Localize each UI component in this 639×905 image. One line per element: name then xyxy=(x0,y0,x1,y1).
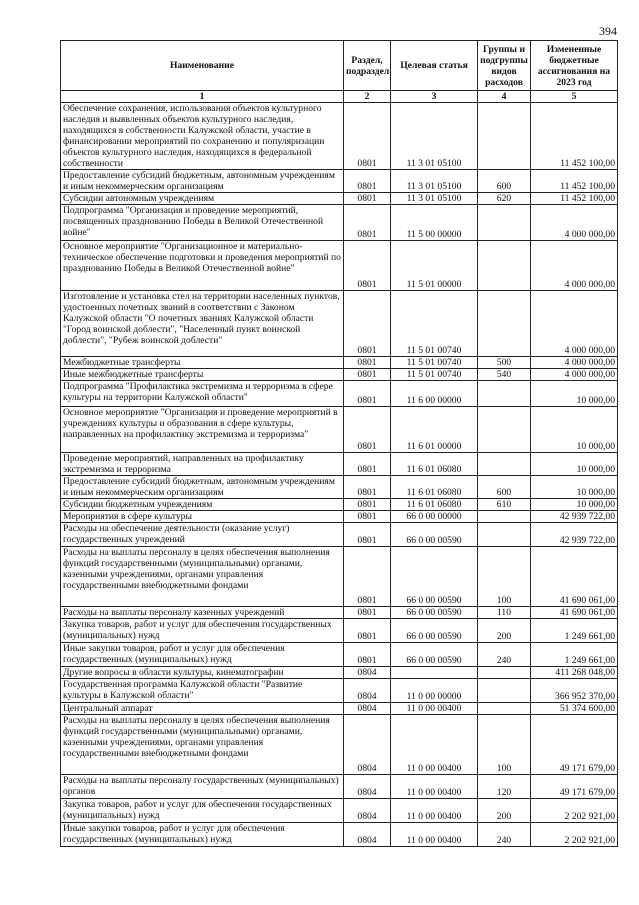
row-expense-group: 100 xyxy=(478,715,531,775)
row-expense-group xyxy=(478,667,531,679)
row-name: Закупка товаров, работ и услуг для обеспечения государственных (муниципальных) нужд xyxy=(61,799,344,823)
row-name: Расходы на выплаты персоналу в целях обеспечения выполнения функций государственными (муниципальными) органами, казенными учреждениями, органами управления государственными внебюджетными фондами xyxy=(61,715,344,775)
row-target-article: 11 6 01 00000 xyxy=(391,407,478,453)
row-amount: 366 952 370,00 xyxy=(531,679,618,703)
row-name: Субсидии автономным учреждениям xyxy=(61,193,344,205)
row-expense-group: 600 xyxy=(478,476,531,499)
row-name: Подпрограмма "Профилактика экстремизма и терроризма в сфере культуры на территории Калужской области" xyxy=(61,381,344,407)
row-name: Субсидии бюджетным учреждениям xyxy=(61,499,344,511)
row-name: Межбюджетные трансферты xyxy=(61,357,344,369)
row-name: Государственная программа Калужской области "Развитие культуры в Калужской области" xyxy=(61,679,344,703)
row-amount: 41 690 061,00 xyxy=(531,547,618,607)
column-number: 1 xyxy=(61,91,344,103)
row-expense-group: 620 xyxy=(478,193,531,205)
row-section: 0801 xyxy=(344,511,391,523)
row-target-article: 66 0 00 00590 xyxy=(391,643,478,667)
row-expense-group: 100 xyxy=(478,547,531,607)
table-row xyxy=(61,799,618,823)
row-expense-group xyxy=(478,407,531,453)
row-target-article: 11 6 01 06080 xyxy=(391,453,478,476)
table-row xyxy=(61,407,618,453)
row-amount: 4 000 000,00 xyxy=(531,291,618,357)
row-name: Иные закупки товаров, работ и услуг для обеспечения государственных (муниципальных) нужд xyxy=(61,643,344,667)
row-target-article: 66 0 00 00590 xyxy=(391,619,478,643)
header-section: Раздел, подраздел xyxy=(344,41,391,91)
row-amount: 2 202 921,00 xyxy=(531,799,618,823)
header-amount: Измененные бюджетные ассигнования на 2023 год xyxy=(531,41,618,91)
row-section: 0804 xyxy=(344,775,391,799)
row-section: 0804 xyxy=(344,667,391,679)
row-amount: 4 000 000,00 xyxy=(531,241,618,291)
column-number: 4 xyxy=(478,91,531,103)
row-section: 0801 xyxy=(344,103,391,170)
budget-table xyxy=(60,40,618,847)
row-section: 0804 xyxy=(344,823,391,847)
row-name: Предоставление субсидий бюджетным, автономным учреждениям и иным некоммерческим организациям xyxy=(61,476,344,499)
row-amount: 1 249 661,00 xyxy=(531,619,618,643)
row-name: Закупка товаров, работ и услуг для обеспечения государственных (муниципальных) нужд xyxy=(61,619,344,643)
row-expense-group xyxy=(478,205,531,241)
row-section: 0804 xyxy=(344,679,391,703)
row-name: Иные межбюджетные трансферты xyxy=(61,369,344,381)
row-expense-group xyxy=(478,523,531,547)
row-section: 0801 xyxy=(344,205,391,241)
table-row xyxy=(61,205,618,241)
table-row xyxy=(61,715,618,775)
row-target-article: 11 0 00 00400 xyxy=(391,799,478,823)
row-section: 0801 xyxy=(344,193,391,205)
row-section: 0801 xyxy=(344,407,391,453)
row-expense-group: 540 xyxy=(478,369,531,381)
column-number: 3 xyxy=(391,91,478,103)
row-target-article: 66 0 00 00000 xyxy=(391,511,478,523)
row-section: 0801 xyxy=(344,369,391,381)
row-expense-group: 600 xyxy=(478,170,531,193)
row-name: Основное мероприятие "Организация и проведение мероприятий в учреждениях культуры и образования в сфере культуры, направленных на профилактику экстремизма и терроризма" xyxy=(61,407,344,453)
row-expense-group xyxy=(478,291,531,357)
row-expense-group: 240 xyxy=(478,823,531,847)
table-row xyxy=(61,511,618,523)
row-target-article: 11 6 01 06080 xyxy=(391,476,478,499)
table-row xyxy=(61,369,618,381)
table-row xyxy=(61,643,618,667)
row-expense-group xyxy=(478,241,531,291)
row-amount: 10 000,00 xyxy=(531,453,618,476)
header-groups: Группы и подгруппы видов расходов xyxy=(478,41,531,91)
row-amount: 2 202 921,00 xyxy=(531,823,618,847)
row-expense-group: 240 xyxy=(478,643,531,667)
row-name: Мероприятия в сфере культуры xyxy=(61,511,344,523)
row-name: Другие вопросы в области культуры, кинематографии xyxy=(61,667,344,679)
row-expense-group xyxy=(478,453,531,476)
row-section: 0801 xyxy=(344,381,391,407)
row-name: Центральный аппарат xyxy=(61,703,344,715)
row-target-article: 11 0 00 00400 xyxy=(391,715,478,775)
page-number: 394 xyxy=(599,24,617,38)
table-row xyxy=(61,476,618,499)
table-row xyxy=(61,679,618,703)
row-amount: 4 000 000,00 xyxy=(531,205,618,241)
row-name: Иные закупки товаров, работ и услуг для обеспечения государственных (муниципальных) нужд xyxy=(61,823,344,847)
row-amount: 41 690 061,00 xyxy=(531,607,618,619)
table-row xyxy=(61,381,618,407)
row-section: 0801 xyxy=(344,241,391,291)
row-expense-group: 200 xyxy=(478,619,531,643)
table-row xyxy=(61,523,618,547)
row-expense-group: 110 xyxy=(478,607,531,619)
row-target-article: 11 5 01 00740 xyxy=(391,357,478,369)
row-section: 0801 xyxy=(344,291,391,357)
header-name: Наименование xyxy=(61,41,344,91)
row-target-article xyxy=(391,667,478,679)
row-target-article: 11 5 00 00000 xyxy=(391,205,478,241)
row-amount: 4 000 000,00 xyxy=(531,357,618,369)
row-amount: 49 171 679,00 xyxy=(531,715,618,775)
row-name: Предоставление субсидий бюджетным, автономным учреждениям и иным некоммерческим организациям xyxy=(61,170,344,193)
row-amount: 4 000 000,00 xyxy=(531,369,618,381)
row-section: 0804 xyxy=(344,799,391,823)
row-target-article: 11 0 00 00000 xyxy=(391,679,478,703)
row-target-article: 11 5 01 00740 xyxy=(391,369,478,381)
row-expense-group xyxy=(478,103,531,170)
table-row xyxy=(61,775,618,799)
table-row xyxy=(61,170,618,193)
row-target-article: 11 6 01 06080 xyxy=(391,499,478,511)
row-target-article: 11 3 01 05100 xyxy=(391,103,478,170)
row-name: Расходы на выплаты персоналу государственных (муниципальных) органов xyxy=(61,775,344,799)
row-section: 0801 xyxy=(344,357,391,369)
row-amount: 42 939 722,00 xyxy=(531,523,618,547)
row-amount: 51 374 600,00 xyxy=(531,703,618,715)
row-amount: 42 939 722,00 xyxy=(531,511,618,523)
row-amount: 10 000,00 xyxy=(531,476,618,499)
row-amount: 10 000,00 xyxy=(531,407,618,453)
row-name: Расходы на обеспечение деятельности (оказание услуг) государственных учреждений xyxy=(61,523,344,547)
row-amount: 411 268 048,00 xyxy=(531,667,618,679)
row-amount: 11 452 100,00 xyxy=(531,170,618,193)
table-row xyxy=(61,499,618,511)
row-target-article: 11 3 01 05100 xyxy=(391,193,478,205)
row-target-article: 11 5 01 00740 xyxy=(391,291,478,357)
row-name: Расходы на выплаты персоналу казенных учреждений xyxy=(61,607,344,619)
table-row xyxy=(61,241,618,291)
column-number-row xyxy=(61,91,618,103)
row-name: Проведение мероприятий, направленных на профилактику экстремизма и терроризма xyxy=(61,453,344,476)
row-amount: 10 000,00 xyxy=(531,499,618,511)
header-target: Целевая статья xyxy=(391,41,478,91)
table-body xyxy=(61,103,618,847)
row-name: Изготовление и установка стел на территории населенных пунктов, удостоенных почетных званий в соответствии с Законом Калужской области "О почетных званиях Калужской области "Город воинской доблести", "Населенный пункт воинской доблести", "Рубеж воинской доблести" xyxy=(61,291,344,357)
row-amount: 1 249 661,00 xyxy=(531,643,618,667)
column-number: 2 xyxy=(344,91,391,103)
row-target-article: 11 6 00 00000 xyxy=(391,381,478,407)
row-expense-group: 500 xyxy=(478,357,531,369)
row-section: 0804 xyxy=(344,715,391,775)
row-section: 0801 xyxy=(344,476,391,499)
row-name: Расходы на выплаты персоналу в целях обеспечения выполнения функций государственными (муниципальными) органами, казенными учреждениями, органами управления государственными внебюджетными фондами xyxy=(61,547,344,607)
row-section: 0801 xyxy=(344,547,391,607)
column-number: 5 xyxy=(531,91,618,103)
row-target-article: 66 0 00 00590 xyxy=(391,607,478,619)
row-target-article: 11 0 00 00400 xyxy=(391,703,478,715)
row-target-article: 11 0 00 00400 xyxy=(391,775,478,799)
row-amount: 49 171 679,00 xyxy=(531,775,618,799)
table-row xyxy=(61,357,618,369)
row-expense-group: 200 xyxy=(478,799,531,823)
row-expense-group xyxy=(478,381,531,407)
row-amount: 10 000,00 xyxy=(531,381,618,407)
row-section: 0801 xyxy=(344,619,391,643)
table-row xyxy=(61,619,618,643)
row-target-article: 66 0 00 00590 xyxy=(391,547,478,607)
row-section: 0801 xyxy=(344,499,391,511)
row-target-article: 11 3 01 05100 xyxy=(391,170,478,193)
table-row xyxy=(61,667,618,679)
row-target-article: 11 5 01 00000 xyxy=(391,241,478,291)
row-expense-group: 120 xyxy=(478,775,531,799)
row-section: 0801 xyxy=(344,170,391,193)
row-section: 0804 xyxy=(344,703,391,715)
table-row xyxy=(61,607,618,619)
table-row xyxy=(61,103,618,170)
table-row xyxy=(61,193,618,205)
table-header-row xyxy=(61,41,618,91)
row-amount: 11 452 100,00 xyxy=(531,193,618,205)
row-name: Основное мероприятие "Организационное и материально-техническое обеспечение подготовки и проведения мероприятий по празднованию Победы в Великой Отечественной войне" xyxy=(61,241,344,291)
row-expense-group xyxy=(478,679,531,703)
row-target-article: 66 0 00 00590 xyxy=(391,523,478,547)
row-section: 0801 xyxy=(344,453,391,476)
row-name: Обеспечение сохранения, использования объектов культурного наследия и выявленных объектов культурного наследия, находящихся в собственности Калужской области, участие в финансировании мероприятий по сохранению и популяризации объектов культурного наследия, находящихся в федеральной собственности xyxy=(61,103,344,170)
row-section: 0801 xyxy=(344,643,391,667)
table-row xyxy=(61,703,618,715)
row-expense-group xyxy=(478,703,531,715)
table-row xyxy=(61,823,618,847)
row-expense-group: 610 xyxy=(478,499,531,511)
row-section: 0801 xyxy=(344,607,391,619)
row-expense-group xyxy=(478,511,531,523)
table-row xyxy=(61,453,618,476)
row-amount: 11 452 100,00 xyxy=(531,103,618,170)
row-section: 0801 xyxy=(344,523,391,547)
table-row xyxy=(61,291,618,357)
row-name: Подпрограмма "Организация и проведение мероприятий, посвященных празднованию Победы в Великой Отечественной войне" xyxy=(61,205,344,241)
table-row xyxy=(61,547,618,607)
row-target-article: 11 0 00 00400 xyxy=(391,823,478,847)
